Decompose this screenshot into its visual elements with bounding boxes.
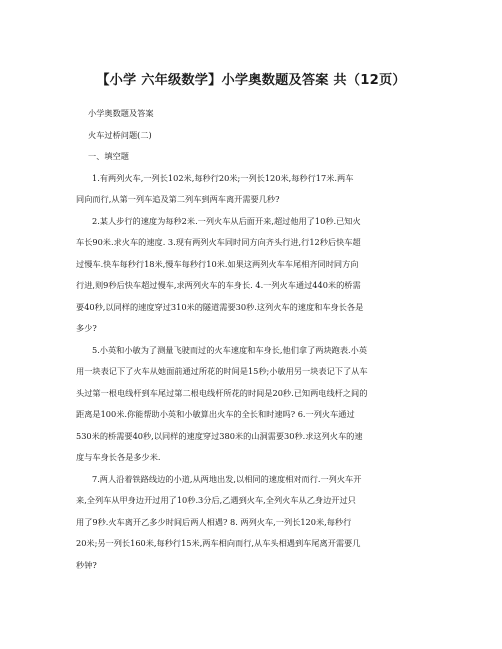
document-body (76, 103, 428, 576)
paragraph-line: 用了9秒.火车离开乙多少时间后两人相遇? 8. 两列火车,一列长120米,每秒行 (76, 516, 352, 527)
paragraph-line: 多少? (76, 323, 97, 333)
paragraph-line: 秒钟? (76, 559, 97, 570)
paragraph-line: 小学奥数题及答案 (88, 108, 154, 118)
paragraph-line: 5.小英和小敏为了测量飞驶而过的火车速度和车身长,他们拿了两块跑表.小英 (92, 344, 368, 355)
paragraph-line: 车长90米.求火车的速度. 3.现有两列火车同时同方向齐头行进,行12秒后快车超 (76, 237, 361, 247)
paragraph-line: 一、填空题 (88, 151, 129, 161)
paragraph-line: 火车过桥问题(二) (88, 129, 152, 140)
paragraph-line: 7.两人沿着铁路线边的小道,从两地出发,以相同的速度相对而行.一列火车开 (92, 473, 362, 484)
paragraph-line: 用一块表记下了火车从她面前通过所花的时间是15秒;小敏用另一块表记下了从车 (76, 366, 368, 376)
paragraph-line: 过慢车.快车每秒行18米,慢车每秒行10米.如果这两列火车车尾相齐同时同方向 (76, 258, 359, 269)
paragraph-line: 2.某人步行的速度为每秒2米.一列火车从后面开来,超过他用了10秒.已知火 (92, 215, 361, 226)
paragraph-line: 530米的桥需要40秒,以同样的速度穿过380米的山洞需要30秒.求这列火车的速 (76, 430, 363, 441)
paragraph-line: 要40秒,以同样的速度穿过310米的隧道需要30秒.这列火车的速度和车身长各是 (76, 301, 364, 312)
paragraph-line: 来,全列车从甲身边开过用了10秒.3分后,乙遇到火车,全列火车从乙身边开过只 (76, 495, 356, 505)
paragraph-line: 距离是100米.你能帮助小英和小敏算出火车的全长和时速吗? 6.一列火车通过 (76, 409, 355, 419)
paragraph-line: 1.有两列火车,一列长102米,每秒行20米;一列长120米,每秒行17米.两车 (92, 172, 354, 183)
paragraph-line: 20米;另一列长160米,每秒行15米,两车相向而行,从车头相遇到车尾离开需要几 (76, 538, 361, 548)
paragraph-line: 头过第一根电线杆到车尾过第二根电线杆所花的时间是20秒.已知两电线杆之间的 (76, 387, 368, 398)
paragraph-line: 度与车身长各是多少米. (76, 452, 161, 462)
paragraph-line: 行进,则9秒后快车超过慢车,求两列火车的车身长. 4.一列火车通过440米的桥需 (76, 280, 361, 290)
paragraph-line: 同向而行,从第一列车追及第二列车到两车离开需要几秒? (76, 194, 280, 204)
document-title: 【小学 六年级数学】小学奥数题及答案 共（12页） (96, 73, 406, 88)
